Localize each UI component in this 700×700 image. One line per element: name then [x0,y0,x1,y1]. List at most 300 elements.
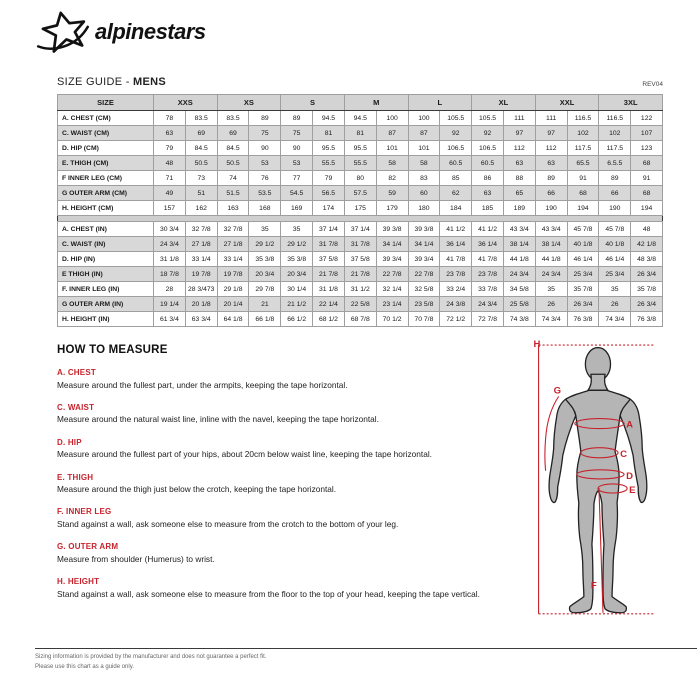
measurement-cell: 86 [472,171,504,186]
measurement-cell: 22 7/8 [408,267,440,282]
row-label: H. HEIGHT (CM) [58,201,154,216]
measurement-cell: 123 [631,141,663,156]
size-header-l: L [408,95,472,111]
measurement-cell: 68 [631,186,663,201]
measurement-cell: 35 7/8 [631,282,663,297]
how-to-measure-items [57,368,515,599]
measurement-cell: 97 [503,126,535,141]
measurement-cell: 32 7/8 [185,222,217,237]
measurement-cell: 37 5/8 [344,252,376,267]
measurement-cell: 23 1/4 [376,297,408,312]
measurement-cell: 68 7/8 [344,312,376,327]
size-column-header: SIZE [58,95,154,111]
measurement-cell: 62 [440,186,472,201]
measurement-cell: 41 7/8 [472,252,504,267]
title-gender: MENS [133,76,167,88]
measurement-cell: 22 1/4 [313,297,345,312]
measurement-cell: 60.5 [472,156,504,171]
measurement-cell: 83.5 [217,111,249,126]
measurement-cell: 100 [408,111,440,126]
cm-row [58,141,663,156]
measurement-cell: 30 3/4 [154,222,186,237]
measurement-cell: 42 1/8 [631,237,663,252]
row-label: C. WAIST (CM) [58,126,154,141]
measure-text: Measure around the fullest part of your hips, about 20cm below waist line, keeping the tape horizontal. [57,449,432,460]
measure-label: G. OUTER ARM [57,542,119,552]
label-e: E [629,484,636,496]
measurement-cell: 35 [599,282,631,297]
row-label: E THIGH (IN) [58,267,154,282]
measurement-cell: 39 3/4 [408,252,440,267]
measurement-cell: 58 [376,156,408,171]
measurement-cell: 189 [503,201,535,216]
measurement-cell: 75 [281,126,313,141]
measurement-cell: 117.5 [567,141,599,156]
measurement-cell: 91 [567,171,599,186]
measurement-cell: 92 [440,126,472,141]
measurement-cell: 31 1/2 [344,282,376,297]
measurement-cell: 92 [472,126,504,141]
measurement-cell: 41 1/2 [440,222,472,237]
measurement-cell: 35 3/8 [249,252,281,267]
measurement-cell: 63 [535,156,567,171]
measurement-cell: 82 [376,171,408,186]
measure-text: Measure around the fullest part, under the armpits, keeping the tape horizontal. [57,379,348,390]
measurement-cell: 23 7/8 [440,267,472,282]
in-row [58,267,663,282]
cm-row [58,156,663,171]
measurement-cell: 33 7/8 [472,282,504,297]
size-header-xs: XS [217,95,281,111]
measurement-cell: 34 1/4 [376,237,408,252]
measurement-cell: 175 [344,201,376,216]
measure-label: D. HIP [57,437,82,447]
measurement-cell: 122 [631,111,663,126]
measurement-cell: 101 [408,141,440,156]
row-label: F INNER LEG (CM) [58,171,154,186]
measurement-cell: 59 [376,186,408,201]
measurement-cell: 26 3/4 [567,297,599,312]
measurement-cell: 68 [567,186,599,201]
measurement-cell: 44 1/8 [503,252,535,267]
measurement-cell: 32 5/8 [408,282,440,297]
measurement-cell: 20 1/4 [217,297,249,312]
measurement-cell: 111 [503,111,535,126]
measurement-cell: 89 [599,171,631,186]
measurement-cell: 85 [440,171,472,186]
figure-left-arm [549,398,576,502]
measurement-cell: 116.5 [567,111,599,126]
row-label: H. HEIGHT (IN) [58,312,154,327]
measurement-cell: 35 [535,282,567,297]
measurement-cell: 23 5/8 [408,297,440,312]
measure-instruction [57,438,515,460]
measurement-cell: 24 3/4 [535,267,567,282]
measurement-cell: 74 3/4 [535,312,567,327]
measurement-cell: 40 1/8 [567,237,599,252]
measure-text: Measure around the natural waist line, inline with the navel, keeping the tape horizontal. [57,414,379,425]
measurement-cell: 31 1/8 [154,252,186,267]
measurement-cell: 185 [472,201,504,216]
measurement-cell: 30 1/4 [281,282,313,297]
measurement-cell: 60.5 [440,156,472,171]
measurement-cell: 69 [185,126,217,141]
measurement-cell: 64 1/8 [217,312,249,327]
measurement-cell: 35 [249,222,281,237]
label-g: G [553,385,562,397]
measurement-cell: 27 1/8 [185,237,217,252]
body-measurement-figure [513,338,700,650]
measurement-cell: 36 1/4 [472,237,504,252]
measurement-cell: 38 1/4 [535,237,567,252]
measurement-cell: 61 3/4 [154,312,186,327]
measurement-cell: 87 [376,126,408,141]
measurement-cell: 106.5 [440,141,472,156]
cm-row [58,126,663,141]
measurement-cell: 26 [535,297,567,312]
measurement-cell: 76 3/8 [567,312,599,327]
measurement-cell: 45 7/8 [567,222,599,237]
measurement-cell: 37 1/4 [313,222,345,237]
measure-instruction [57,542,515,564]
measurement-cell: 101 [376,141,408,156]
measurement-cell: 76 3/8 [631,312,663,327]
size-table [57,94,663,327]
measurement-cell: 88 [503,171,535,186]
measure-label: E. THIGH [57,472,94,482]
figure-torso-legs [566,390,630,612]
measurement-cell: 162 [185,201,217,216]
measurement-cell: 89 [281,111,313,126]
measurement-cell: 184 [440,201,472,216]
measurement-cell: 112 [503,141,535,156]
size-header-xxs: XXS [154,95,218,111]
row-label: E. THIGH (CM) [58,156,154,171]
size-header-xl: XL [472,95,536,111]
measurement-cell: 56.5 [313,186,345,201]
measurement-cell: 22 7/8 [376,267,408,282]
measurement-cell: 21 [249,297,281,312]
size-header-s: S [281,95,345,111]
measurement-cell: 38 1/4 [503,237,535,252]
cm-row [58,186,663,201]
measurement-cell: 89 [249,111,281,126]
size-header-3xl: 3XL [599,95,663,111]
measurement-cell: 58 [408,156,440,171]
measurement-cell: 32 1/4 [376,282,408,297]
measurement-cell: 22 5/8 [344,297,376,312]
row-label: A. CHEST (IN) [58,222,154,237]
measurement-cell: 84.5 [185,141,217,156]
measurement-cell: 94.5 [344,111,376,126]
label-c: C [620,448,627,460]
measurement-cell: 55.5 [344,156,376,171]
measurement-cell: 26 3/4 [631,297,663,312]
measurement-cell: 68 [631,156,663,171]
footer-line2: Please use this chart as a guide only. [35,663,134,670]
measure-instruction [57,577,515,599]
measurement-cell: 23 7/8 [472,267,504,282]
measurement-cell: 60 [408,186,440,201]
measurement-cell: 63 3/4 [185,312,217,327]
measurement-cell: 105.5 [472,111,504,126]
measurement-cell: 84.5 [217,141,249,156]
measurement-cell: 190 [535,201,567,216]
measurement-cell: 100 [376,111,408,126]
measurement-cell: 111 [535,111,567,126]
measurement-cell: 18 7/8 [154,267,186,282]
measurement-cell: 41 1/2 [472,222,504,237]
measurement-cell: 57.5 [344,186,376,201]
measurement-cell: 20 3/4 [249,267,281,282]
measurement-cell: 37 5/8 [313,252,345,267]
measurement-cell: 33 1/4 [185,252,217,267]
measurement-cell: 194 [631,201,663,216]
measurement-cell: 76 [249,171,281,186]
measurement-cell: 117.5 [599,141,631,156]
figure-neck [588,374,608,390]
measurement-cell: 102 [567,126,599,141]
measurement-cell: 83 [408,171,440,186]
measure-instruction [57,368,515,390]
measurement-cell: 21 1/2 [281,297,313,312]
measurement-cell: 169 [281,201,313,216]
title-row [57,76,663,88]
measurement-cell: 43 3/4 [503,222,535,237]
measurement-cell: 91 [631,171,663,186]
measurement-cell: 63 [503,156,535,171]
measurement-cell: 51 [185,186,217,201]
measurement-cell: 35 [281,222,313,237]
measurement-cell: 49 [154,186,186,201]
measurement-cell: 21 7/8 [313,267,345,282]
measurement-cell: 75 [249,126,281,141]
alpinestars-star-icon [33,9,91,55]
measurement-cell: 157 [154,201,186,216]
measure-label: C. WAIST [57,402,95,412]
measurement-cell: 194 [567,201,599,216]
measurement-cell: 26 3/4 [631,267,663,282]
measure-label: H. HEIGHT [57,577,100,587]
in-row [58,252,663,267]
measurement-cell: 66 1/2 [281,312,313,327]
how-to-measure-title: HOW TO MEASURE [57,344,168,356]
measurement-cell: 40 1/8 [599,237,631,252]
measurement-cell: 105.5 [440,111,472,126]
measurement-cell: 107 [631,126,663,141]
measurement-cell: 106.5 [472,141,504,156]
measurement-cell: 28 [154,282,186,297]
size-header-xxl: XXL [535,95,599,111]
measurement-cell: 46 1/4 [599,252,631,267]
cm-row [58,201,663,216]
measure-text: Measure from shoulder (Humerus) to wrist. [57,553,215,564]
measurement-cell: 95.5 [313,141,345,156]
measurement-cell: 71 [154,171,186,186]
measurement-cell: 63 [154,126,186,141]
row-label: D. HIP (IN) [58,252,154,267]
measure-instruction [57,507,515,529]
measurement-cell: 66 [599,186,631,201]
measurement-cell: 69 [217,126,249,141]
measurement-cell: 34 5/8 [503,282,535,297]
measurement-cell: 26 [599,297,631,312]
size-header-m: M [344,95,408,111]
measurement-cell: 24 3/4 [154,237,186,252]
measurement-cell: 25 3/4 [599,267,631,282]
revision-label: REV04 [642,81,663,88]
measurement-cell: 19 1/4 [154,297,186,312]
label-d: D [626,470,634,482]
measurement-cell: 55.5 [313,156,345,171]
measurement-cell: 102 [599,126,631,141]
measurement-cell: 31 1/8 [313,282,345,297]
measurement-cell: 78 [154,111,186,126]
body-diagram [513,338,700,650]
in-row [58,312,663,327]
measurement-cell: 65.5 [567,156,599,171]
measurement-cell: 72 7/8 [472,312,504,327]
row-label: F. INNER LEG (IN) [58,282,154,297]
measurement-cell: 41 7/8 [440,252,472,267]
measure-text: Measure around the thigh just below the crotch, keeping the tape horizontal. [57,484,337,495]
label-h: H [533,339,541,351]
measurement-cell: 94.5 [313,111,345,126]
measurement-cell: 31 7/8 [313,237,345,252]
measurement-cell: 81 [313,126,345,141]
measurement-cell: 50.5 [185,156,217,171]
measurement-cell: 48 [154,156,186,171]
in-row [58,222,663,237]
measurement-cell: 66 1/8 [249,312,281,327]
measurement-cell: 95.5 [344,141,376,156]
measurement-cell: 35 7/8 [567,282,599,297]
measurement-cell: 33 1/4 [217,252,249,267]
measurement-cell: 32 7/8 [217,222,249,237]
measurement-cell: 180 [408,201,440,216]
measurement-cell: 31 7/8 [344,237,376,252]
measurement-cell: 83.5 [185,111,217,126]
measurement-cell: 36 1/4 [440,237,472,252]
measurement-cell: 72 1/2 [440,312,472,327]
footer-line1: Sizing information is provided by the manufacturer and does not guarantee a perfect fit. [35,654,267,660]
measurement-cell: 28 3/473 [185,282,217,297]
measure-text: Stand against a wall, ask someone else to measure from the floor to the top of your head, keeping the tape vertical. [57,588,480,599]
measurement-cell: 21 7/8 [344,267,376,282]
table-header-row [58,95,663,111]
measurement-cell: 24 3/4 [472,297,504,312]
measurement-cell: 6.5.5 [599,156,631,171]
measurement-cell: 90 [249,141,281,156]
row-label: C. WAIST (IN) [58,237,154,252]
row-label: D. HIP (CM) [58,141,154,156]
measurement-cell: 19 7/8 [217,267,249,282]
measurement-cell: 87 [408,126,440,141]
measurement-cell: 25 5/8 [503,297,535,312]
measurement-cell: 24 3/4 [503,267,535,282]
measurement-cell: 39 3/8 [408,222,440,237]
measurement-cell: 33 2/4 [440,282,472,297]
measurement-cell: 74 3/8 [503,312,535,327]
cm-row [58,111,663,126]
measurement-cell: 174 [313,201,345,216]
measurement-cell: 116.5 [599,111,631,126]
in-row [58,297,663,312]
alpinestars-logo [33,8,243,56]
measurement-cell: 90 [281,141,313,156]
measurement-cell: 74 [217,171,249,186]
measurement-cell: 168 [249,201,281,216]
measurement-cell: 29 1/2 [249,237,281,252]
size-table-wrap [57,94,663,327]
measurement-cell: 43 3/4 [535,222,567,237]
measurement-cell: 63 [472,186,504,201]
measurement-cell: 54.5 [281,186,313,201]
measurement-cell: 53.5 [249,186,281,201]
measurement-cell: 70 7/8 [408,312,440,327]
measurement-cell: 68 1/2 [313,312,345,327]
measurement-cell: 53 [249,156,281,171]
measurement-cell: 20 3/4 [281,267,313,282]
title-prefix: SIZE GUIDE - [57,76,134,88]
measurement-cell: 25 3/4 [567,267,599,282]
brand-name: alpinestars [95,19,206,44]
how-to-measure-section [57,344,515,612]
measurement-cell: 73 [185,171,217,186]
measurement-cell: 80 [344,171,376,186]
measurement-cell: 46 1/4 [567,252,599,267]
measurement-cell: 53 [281,156,313,171]
measurement-cell: 27 1/8 [217,237,249,252]
measurement-cell: 39 3/4 [376,252,408,267]
measurement-cell: 112 [535,141,567,156]
measurement-cell: 39 3/8 [376,222,408,237]
label-f: F [590,580,597,592]
measurement-cell: 81 [344,126,376,141]
measurement-cell: 24 3/8 [440,297,472,312]
measurement-cell: 163 [217,201,249,216]
in-row [58,237,663,252]
measurement-cell: 37 1/4 [344,222,376,237]
row-label: A. CHEST (CM) [58,111,154,126]
cm-row [58,171,663,186]
measurement-cell: 66 [535,186,567,201]
measurement-cell: 44 1/8 [535,252,567,267]
measurement-cell: 29 1/8 [217,282,249,297]
measurement-cell: 51.5 [217,186,249,201]
in-row [58,282,663,297]
measurement-cell: 29 7/8 [249,282,281,297]
measurement-cell: 79 [313,171,345,186]
measurement-cell: 77 [281,171,313,186]
measure-instruction [57,473,515,495]
measurement-cell: 190 [599,201,631,216]
measure-label: F. INNER LEG [57,507,112,517]
footer [35,648,697,672]
measurement-cell: 48 [631,222,663,237]
measure-text: Stand against a wall, ask someone else to measure from the crotch to the bottom of your leg. [57,518,399,529]
measurement-cell: 79 [154,141,186,156]
measurement-cell: 70 1/2 [376,312,408,327]
measurement-cell: 48 3/8 [631,252,663,267]
row-label: G OUTER ARM (CM) [58,186,154,201]
measurement-cell: 19 7/8 [185,267,217,282]
measurement-cell: 35 3/8 [281,252,313,267]
measurement-cell: 20 1/8 [185,297,217,312]
measurement-cell: 29 1/2 [281,237,313,252]
measurement-cell: 89 [535,171,567,186]
measurement-cell: 74 3/4 [599,312,631,327]
